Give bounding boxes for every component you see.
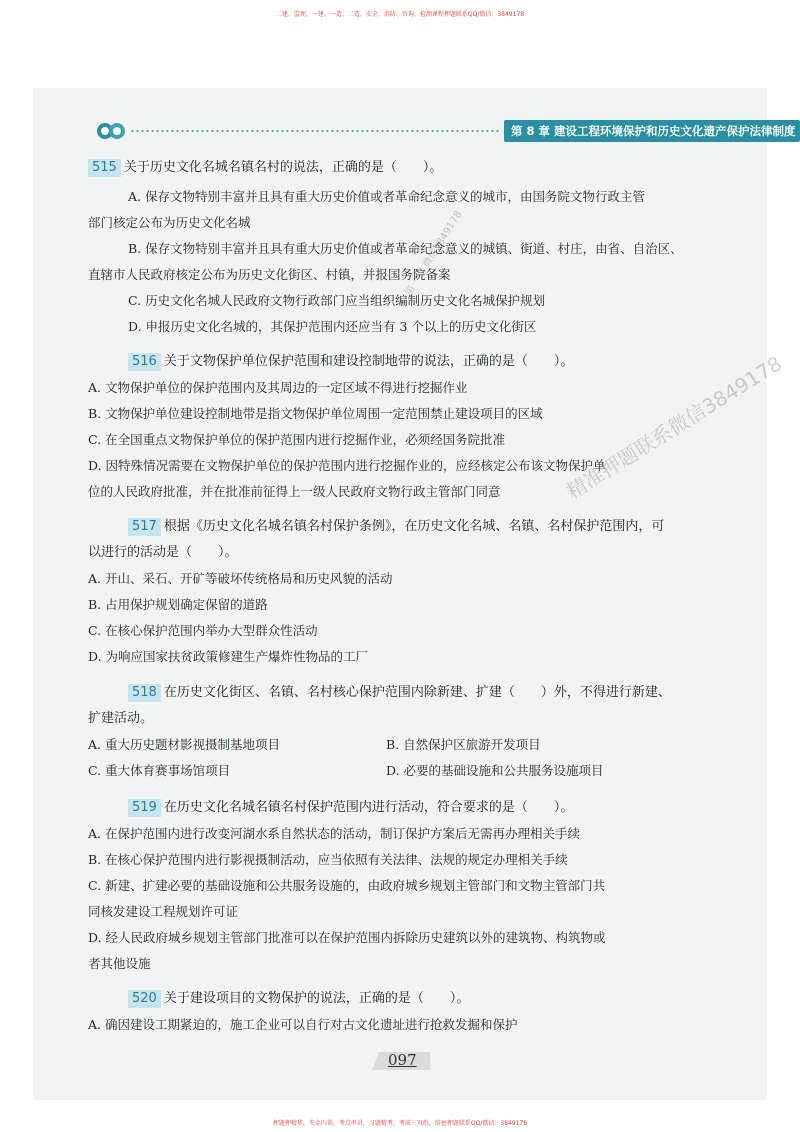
option-c-cont: 同核发建设工程规划许可证 (88, 904, 239, 919)
question-stem: 519 在历史文化名城名镇名村保护范围内进行活动，符合要求的是（ ）。 (88, 795, 738, 821)
chapter-title: 第 8 章 建设工程环境保护和历史文化遗产保护法律制度 (504, 120, 800, 142)
chapter-header (96, 117, 796, 147)
question-number: 517 (128, 518, 161, 536)
option-b: B. 占用保护规划确定保留的道路 (88, 597, 268, 612)
options-row (88, 732, 738, 758)
option-a: A. 确因建设工期紧迫的，施工企业可以自行对古文化遗址进行抢救发掘和保护 (88, 1017, 518, 1032)
page-number-label: 097 (388, 1051, 417, 1069)
option-c: C. 在全国重点文物保护单位的保护范围内进行挖掘作业，必须经国务院批准 (88, 432, 506, 447)
question-516 (88, 349, 738, 505)
option-a: A. 重大历史题材影视摄制基地项目 (88, 737, 280, 752)
question-stem: 515 关于历史文化名城名镇名村的说法，正确的是（ ）。 (88, 155, 738, 181)
question-520 (88, 986, 738, 1038)
option-d-cont: 者其他设施 (88, 956, 151, 971)
question-number: 516 (128, 353, 161, 371)
watermark-small: 第一点 微信3849178 (403, 209, 465, 298)
option-a: A. 开山、采石、开矿等破坏传统格局和历史风貌的活动 (88, 571, 393, 586)
watermark: 精准押题联系微信3849178 (562, 351, 787, 504)
question-515 (88, 155, 738, 181)
option-c: C. 历史文化名城人民政府文物行政部门应当组织编制历史文化名城保护规划 (128, 293, 546, 308)
option-b: B. 文物保护单位建设控制地带是指文物保护单位周围一定范围禁止建设项目的区域 (88, 406, 543, 421)
question-stem-cont: 以进行的活动是（ ）。 (88, 545, 238, 560)
option-c: C. 新建、扩建必要的基础设施和公共服务设施的，由政府城乡规划主管部门和文物主管部门共 (88, 878, 606, 893)
top-banner: 二建、监理、一建、一造、二造、安全、消防、咨询、检测课程押题联系QQ/微信：3849178 (275, 11, 525, 18)
question-number: 518 (128, 684, 161, 702)
option-d-cont: 位的人民政府批准，并在批准前征得上一级人民政府文物行政主管部门同意 (88, 484, 501, 499)
option-a: A. 保存文物特别丰富并且具有重大历史价值或者革命纪念意义的城市，由国务院文物行政主管 (128, 189, 645, 204)
question-515-options (88, 184, 738, 340)
question-number: 519 (128, 799, 161, 817)
question-stem-cont: 扩建活动。 (88, 711, 154, 726)
option-d: D. 经人民政府城乡规划主管部门批准可以在保护范围内拆除历史建筑以外的建筑物、构筑物或 (88, 930, 606, 945)
option-b: B. 自然保护区旅游开发项目 (386, 737, 541, 752)
question-519 (88, 795, 738, 977)
question-stem: 520 关于建设项目的文物保护的说法，正确的是（ ）。 (88, 986, 738, 1012)
option-c: C. 重大体育赛事场馆项目 (88, 763, 231, 778)
option-a: A. 在保护范围内进行改变河湖水系自然状态的活动，制订保护方案后无需再办理相关手续 (88, 826, 580, 841)
question-stem: 517 根据《历史文化名城名镇名村保护条例》，在历史文化名城、名镇、名村保护范围内，可 (88, 514, 738, 540)
option-a: A. 文物保护单位的保护范围内及其周边的一定区域不得进行挖掘作业 (88, 380, 468, 395)
option-d: D. 申报历史文化名城的，其保护范围内还应当有 3 个以上的历史文化街区 (128, 319, 537, 334)
option-d: D. 为响应国家扶贫政策修建生产爆炸性物品的工厂 (88, 649, 369, 664)
option-b-cont: 直辖市人民政府核定公布为历史文化街区、村镇，并报国务院备案 (88, 267, 451, 282)
option-b: B. 保存文物特别丰富并且具有重大历史价值或者革命纪念意义的城镇、街道、村庄，由省、自治区、 (128, 241, 683, 256)
option-b: B. 在核心保护范围内进行影视摄制活动，应当依照有关法律、法规的规定办理相关手续 (88, 852, 568, 867)
question-number: 520 (128, 990, 161, 1008)
question-517 (88, 514, 738, 670)
option-d: D. 因特殊情况需要在文物保护单位的保护范围内进行挖掘作业的，应经核定公布该文物保护单 (88, 458, 606, 473)
option-c: C. 在核心保护范围内举办大型群众性活动 (88, 623, 318, 638)
header-dotted-rule (130, 129, 500, 133)
options-row (88, 758, 738, 784)
option-d: D. 必要的基础设施和公共服务设施项目 (386, 763, 604, 778)
page-number (372, 1050, 432, 1072)
question-stem: 518 在历史文化街区、名镇、名村核心保护范围内除新建、扩建（ ）外，不得进行新建、 (88, 680, 738, 706)
question-number: 515 (88, 159, 121, 177)
bottom-banner: 押题押精华，夹金内训，考点串讲，习题精考，考前三页纸，络密押题联系QQ/微信：3849178 (272, 1120, 528, 1127)
question-518 (88, 680, 738, 784)
question-stem: 516 关于文物保护单位保护范围和建设控制地带的说法，正确的是（ ）。 (88, 349, 738, 375)
option-a-cont: 部门核定公布为历史文化名城 (88, 215, 251, 230)
chapter-logo-icon (96, 120, 128, 142)
